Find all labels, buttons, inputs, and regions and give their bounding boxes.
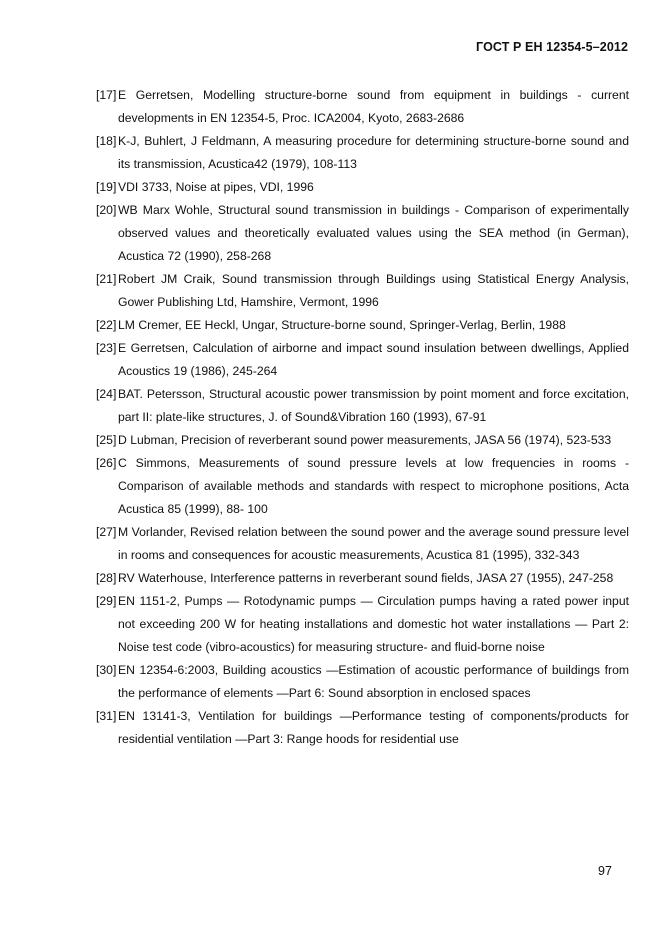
reference-item <box>96 268 629 314</box>
reference-text: M Vorlander, Revised relation between the sound power and the average sound pressure level in rooms and consequences for acoustic measurements, Acustica 81 (1995), 332-343 <box>118 525 629 562</box>
reference-text: EN 13141-3, Ventilation for buildings —Performance testing of components/products for residential ventilation —Part 3: Range hoods for residential use <box>118 709 629 746</box>
reference-number: [22] <box>96 318 117 332</box>
reference-item <box>96 176 629 199</box>
reference-number: [17] <box>96 88 117 102</box>
reference-item <box>96 452 629 521</box>
page-number: 97 <box>598 864 612 878</box>
reference-text: EN 12354-6:2003, Building acoustics —Estimation of acoustic performance of buildings from the performance of elements —Part 6: Sound absorption in enclosed spaces <box>118 663 629 700</box>
reference-item <box>96 130 629 176</box>
reference-item <box>96 567 629 590</box>
bibliography-list <box>96 84 629 751</box>
reference-item <box>96 314 629 337</box>
reference-text: LM Cremer, EE Heckl, Ungar, Structure-borne sound, Springer-Verlag, Berlin, 1988 <box>118 318 566 332</box>
reference-text: BAT. Petersson, Structural acoustic power transmission by point moment and force excitation, part II: plate-like structures, J. of Sound&Vibration 160 (1993), 67-91 <box>118 387 629 424</box>
reference-number: [23] <box>96 341 117 355</box>
reference-number: [24] <box>96 387 117 401</box>
reference-number: [18] <box>96 134 117 148</box>
reference-number: [25] <box>96 433 117 447</box>
reference-text: K-J, Buhlert, J Feldmann, A measuring procedure for determining structure-borne sound and its transmission, Acustica42 (1979), 108-113 <box>118 134 629 171</box>
reference-number: [28] <box>96 571 117 585</box>
reference-text: EN 1151-2, Pumps — Rotodynamic pumps — Circulation pumps having a rated power input not exceeding 200 W for heating installations and domestic hot water installations — Part 2: Noise test code (vibro-acoustics) for measuring structure- and fluid-borne noise <box>118 594 629 654</box>
reference-text: Robert JM Craik, Sound transmission through Buildings using Statistical Energy Analysis, Gower Publishing Ltd, Hamshire, Vermont, 1996 <box>118 272 629 309</box>
standard-header: ГОСТ Р ЕН 12354-5–2012 <box>476 40 628 54</box>
reference-number: [21] <box>96 272 117 286</box>
reference-number: [26] <box>96 456 117 470</box>
reference-text: VDI 3733, Noise at pipes, VDI, 1996 <box>118 180 314 194</box>
reference-item <box>96 199 629 268</box>
reference-item <box>96 337 629 383</box>
reference-text: D Lubman, Precision of reverberant sound power measurements, JASA 56 (1974), 523-533 <box>118 433 612 447</box>
reference-number: [27] <box>96 525 117 539</box>
reference-item <box>96 705 629 751</box>
reference-text: E Gerretsen, Calculation of airborne and impact sound insulation between dwellings, Applied Acoustics 19 (1986), 245-264 <box>118 341 629 378</box>
reference-item <box>96 429 629 452</box>
reference-item <box>96 521 629 567</box>
reference-number: [30] <box>96 663 117 677</box>
reference-item <box>96 659 629 705</box>
reference-number: [20] <box>96 203 117 217</box>
reference-number: [19] <box>96 180 117 194</box>
reference-number: [29] <box>96 594 117 608</box>
reference-text: E Gerretsen, Modelling structure-borne sound from equipment in buildings - current developments in EN 12354-5, Proc. ICA2004, Kyoto, 2683-2686 <box>118 88 629 125</box>
reference-item <box>96 590 629 659</box>
reference-text: RV Waterhouse, Interference patterns in reverberant sound fields, JASA 27 (1955), 247-258 <box>118 571 614 585</box>
reference-number: [31] <box>96 709 117 723</box>
reference-item <box>96 84 629 130</box>
reference-text: WB Marx Wohle, Structural sound transmission in buildings - Comparison of experimentally observed values and theoretically evaluated values using the SEA method (in German), Acustica 72 (1990), 258-268 <box>118 203 629 263</box>
reference-text: C Simmons, Measurements of sound pressure levels at low frequencies in rooms - Comparison of available methods and standards with respect to microphone positions, Acta Acustica 85 (1999), 88- 100 <box>118 456 629 516</box>
reference-item <box>96 383 629 429</box>
